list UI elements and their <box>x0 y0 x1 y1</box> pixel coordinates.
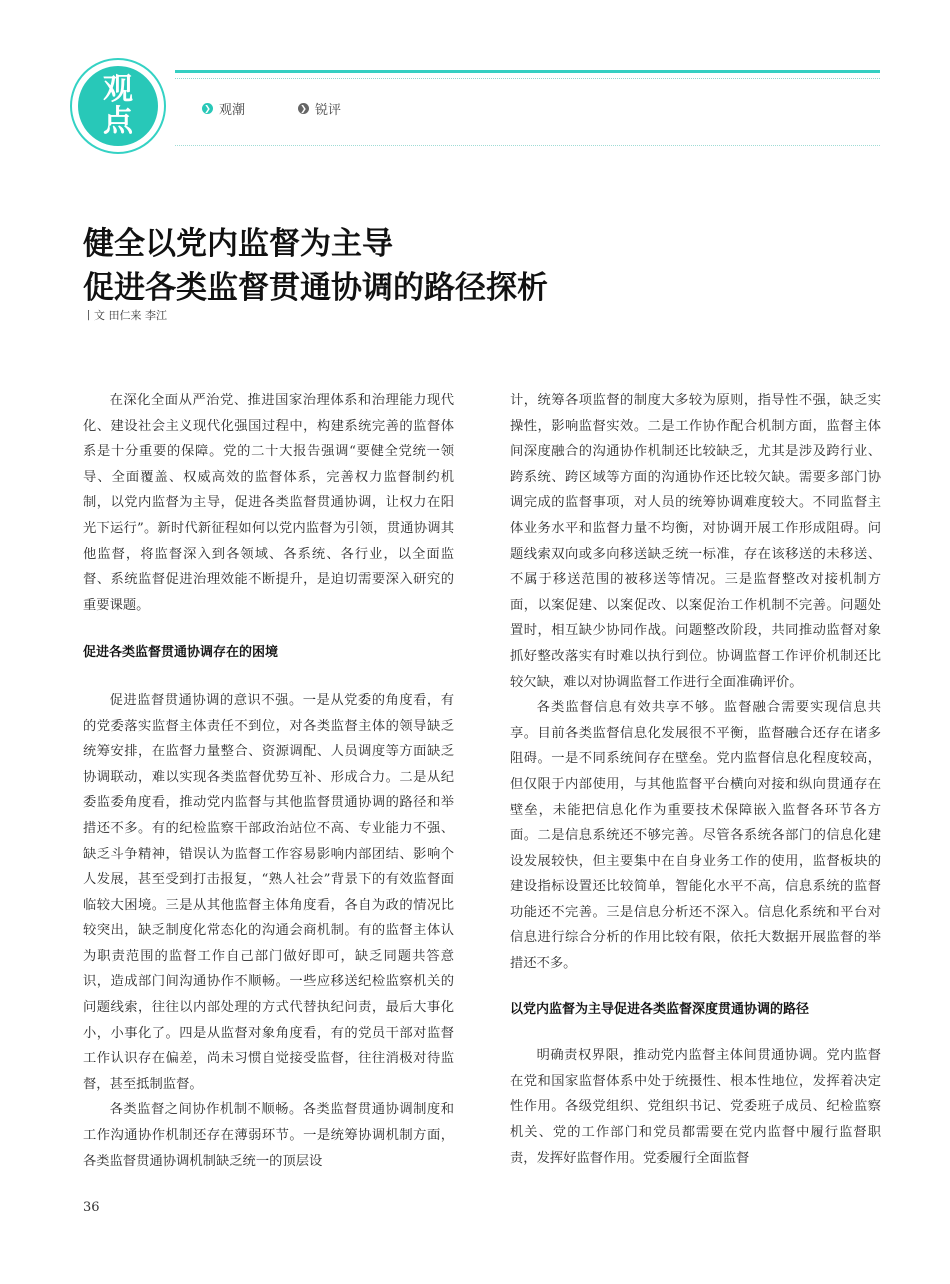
right-column <box>510 388 881 1171</box>
header-rule <box>175 70 880 73</box>
left-column <box>83 388 454 1174</box>
chevron-right-icon: ❯ <box>298 103 309 114</box>
section-badge <box>70 58 166 154</box>
page-number: 36 <box>83 1200 100 1215</box>
chevron-right-icon: ❯ <box>202 103 213 114</box>
section-badge-char-1: 观 <box>103 72 133 107</box>
tag-guanchao <box>202 99 245 118</box>
section-heading: 促进各类监督贯通协调存在的困境 <box>83 645 279 661</box>
paragraph: 在深化全面从严治党、推进国家治理体系和治理能力现代化、建设社会主义现代化强国过程中，构建系统完善的监督体系是十分重要的保障。党的二十大报告强调“要健全党统一领导、全面覆盖、权威高效的监督体系，完善权力监督制约机制，以党内监督为主导，促进各类监督贯通协调，让权力在阳光下运行”。新时代新征程如何以党内监督为引领，贯通协调其他监督，将监督深入到各领域、各系统、各行业，以全面监督、系统监督促进治理效能不断提升，是迫切需要深入研究的重要课题。 <box>83 393 454 613</box>
tag-label: 锐评 <box>315 103 342 118</box>
article-title <box>83 222 883 310</box>
paragraph: 计，统筹各项监督的制度大多较为原则，指导性不强，缺乏实操性，影响监督实效。二是工作协作配合机制方面，监督主体间深度融合的沟通协作机制还比较缺乏，尤其是涉及跨行业、跨系统、跨区域等方面的沟通协作还比较欠缺。需要多部门协调完成的监督事项，对人员的统筹协调难度较大。不同监督主体业务水平和监督力量不均衡，对协调开展工作形成阻碍。问题线索双向或多向移送缺乏统一标准，存在该移送的未移送、不属于移送范围的被移送等情况。三是监督整改对接机制方面，以案促建、以案促改、以案促治工作机制不完善。问题处置时，相互缺少协同作战。问题整改阶段，共同推动监督对象抓好整改落实有时难以执行到位。协调监督工作评价机制还比较欠缺，难以对协调监督工作进行全面准确评价。 <box>510 393 881 690</box>
article-title-line-1: 健全以党内监督为主导 <box>83 226 393 262</box>
paragraph: 促进监督贯通协调的意识不强。一是从党委的角度看，有的党委落实监督主体责任不到位，对各类监督主体的领导缺乏统筹安排，在监督力量整合、资源调配、人员调度等方面缺乏协调联动，难以实现各类监督优势互补、形成合力。二是从纪委监委角度看，推动党内监督与其他监督贯通协调的路径和举措还不多。有的纪检监察干部政治站位不高、专业能力不强、缺乏斗争精神，错误认为监督工作容易影响内部团结、影响个人发展，甚至受到打击报复，“熟人社会”背景下的有效监督面临较大困境。三是从其他监督主体角度看，各自为政的情况比较突出，缺乏制度化常态化的沟通会商机制。有的监督主体认为职责范围的监督工作自己部门做好即可，缺乏同题共答意识，造成部门间沟通协作不顺畅。一些应移送纪检监察机关的问题线索，往往以内部处理的方式代替执纪问责，最后大事化小，小事化了。四是从监督对象角度看，有的党员干部对监督工作认识存在偏差，尚未习惯自觉接受监督，往往消极对待监督，甚至抵制监督。 <box>83 692 454 1092</box>
header-rule-dotted <box>175 78 880 79</box>
section-heading: 以党内监督为主导促进各类监督深度贯通协调的路径 <box>510 1001 810 1017</box>
tag-ruiping <box>298 99 341 118</box>
paragraph: 各类监督之间协作机制不顺畅。各类监督贯通协调制度和工作沟通协作机制还存在薄弱环节。一是统筹协调机制方面，各类监督贯通协调机制缺乏统一的顶层设 <box>83 1102 454 1169</box>
paragraph: 各类监督信息有效共享不够。监督融合需要实现信息共享。目前各类监督信息化发展很不平衡，监督融合还存在诸多阻碍。一是不同系统间存在壁垒。党内监督信息化程度较高，但仅限于内部使用，与其他监督平台横向对接和纵向贯通存在壁垒，未能把信息化作为重要技术保障嵌入监督各环节各方面。二是信息系统还不够完善。尽管各系统各部门的信息化建设发展较快，但主要集中在自身业务工作的使用，监督板块的建设指标设置还比较简单，智能化水平不高，信息系统的监督功能还不完善。三是信息分析还不深入。信息化系统和平台对信息进行综合分析的作用比较有限，依托大数据开展监督的举措还不多。 <box>510 700 881 972</box>
tag-label: 观潮 <box>219 103 246 118</box>
article-byline: 丨文 田仁来 李江 <box>83 309 167 322</box>
paragraph: 明确责权界限，推动党内监督主体间贯通协调。党内监督在党和国家监督体系中处于统摄性、根本性地位，发挥着决定性作用。各级党组织、党组织书记、党委班子成员、纪检监察机关、党的工作部门和党员都需要在党内监督中履行监督职责，发挥好监督作用。党委履行全面监督 <box>510 1048 881 1166</box>
section-badge-circle <box>78 66 158 146</box>
header-bottom-rule <box>175 145 880 146</box>
section-badge-char-2: 点 <box>103 104 133 139</box>
article-title-line-2: 促进各类监督贯通协调的路径探析 <box>83 270 548 306</box>
